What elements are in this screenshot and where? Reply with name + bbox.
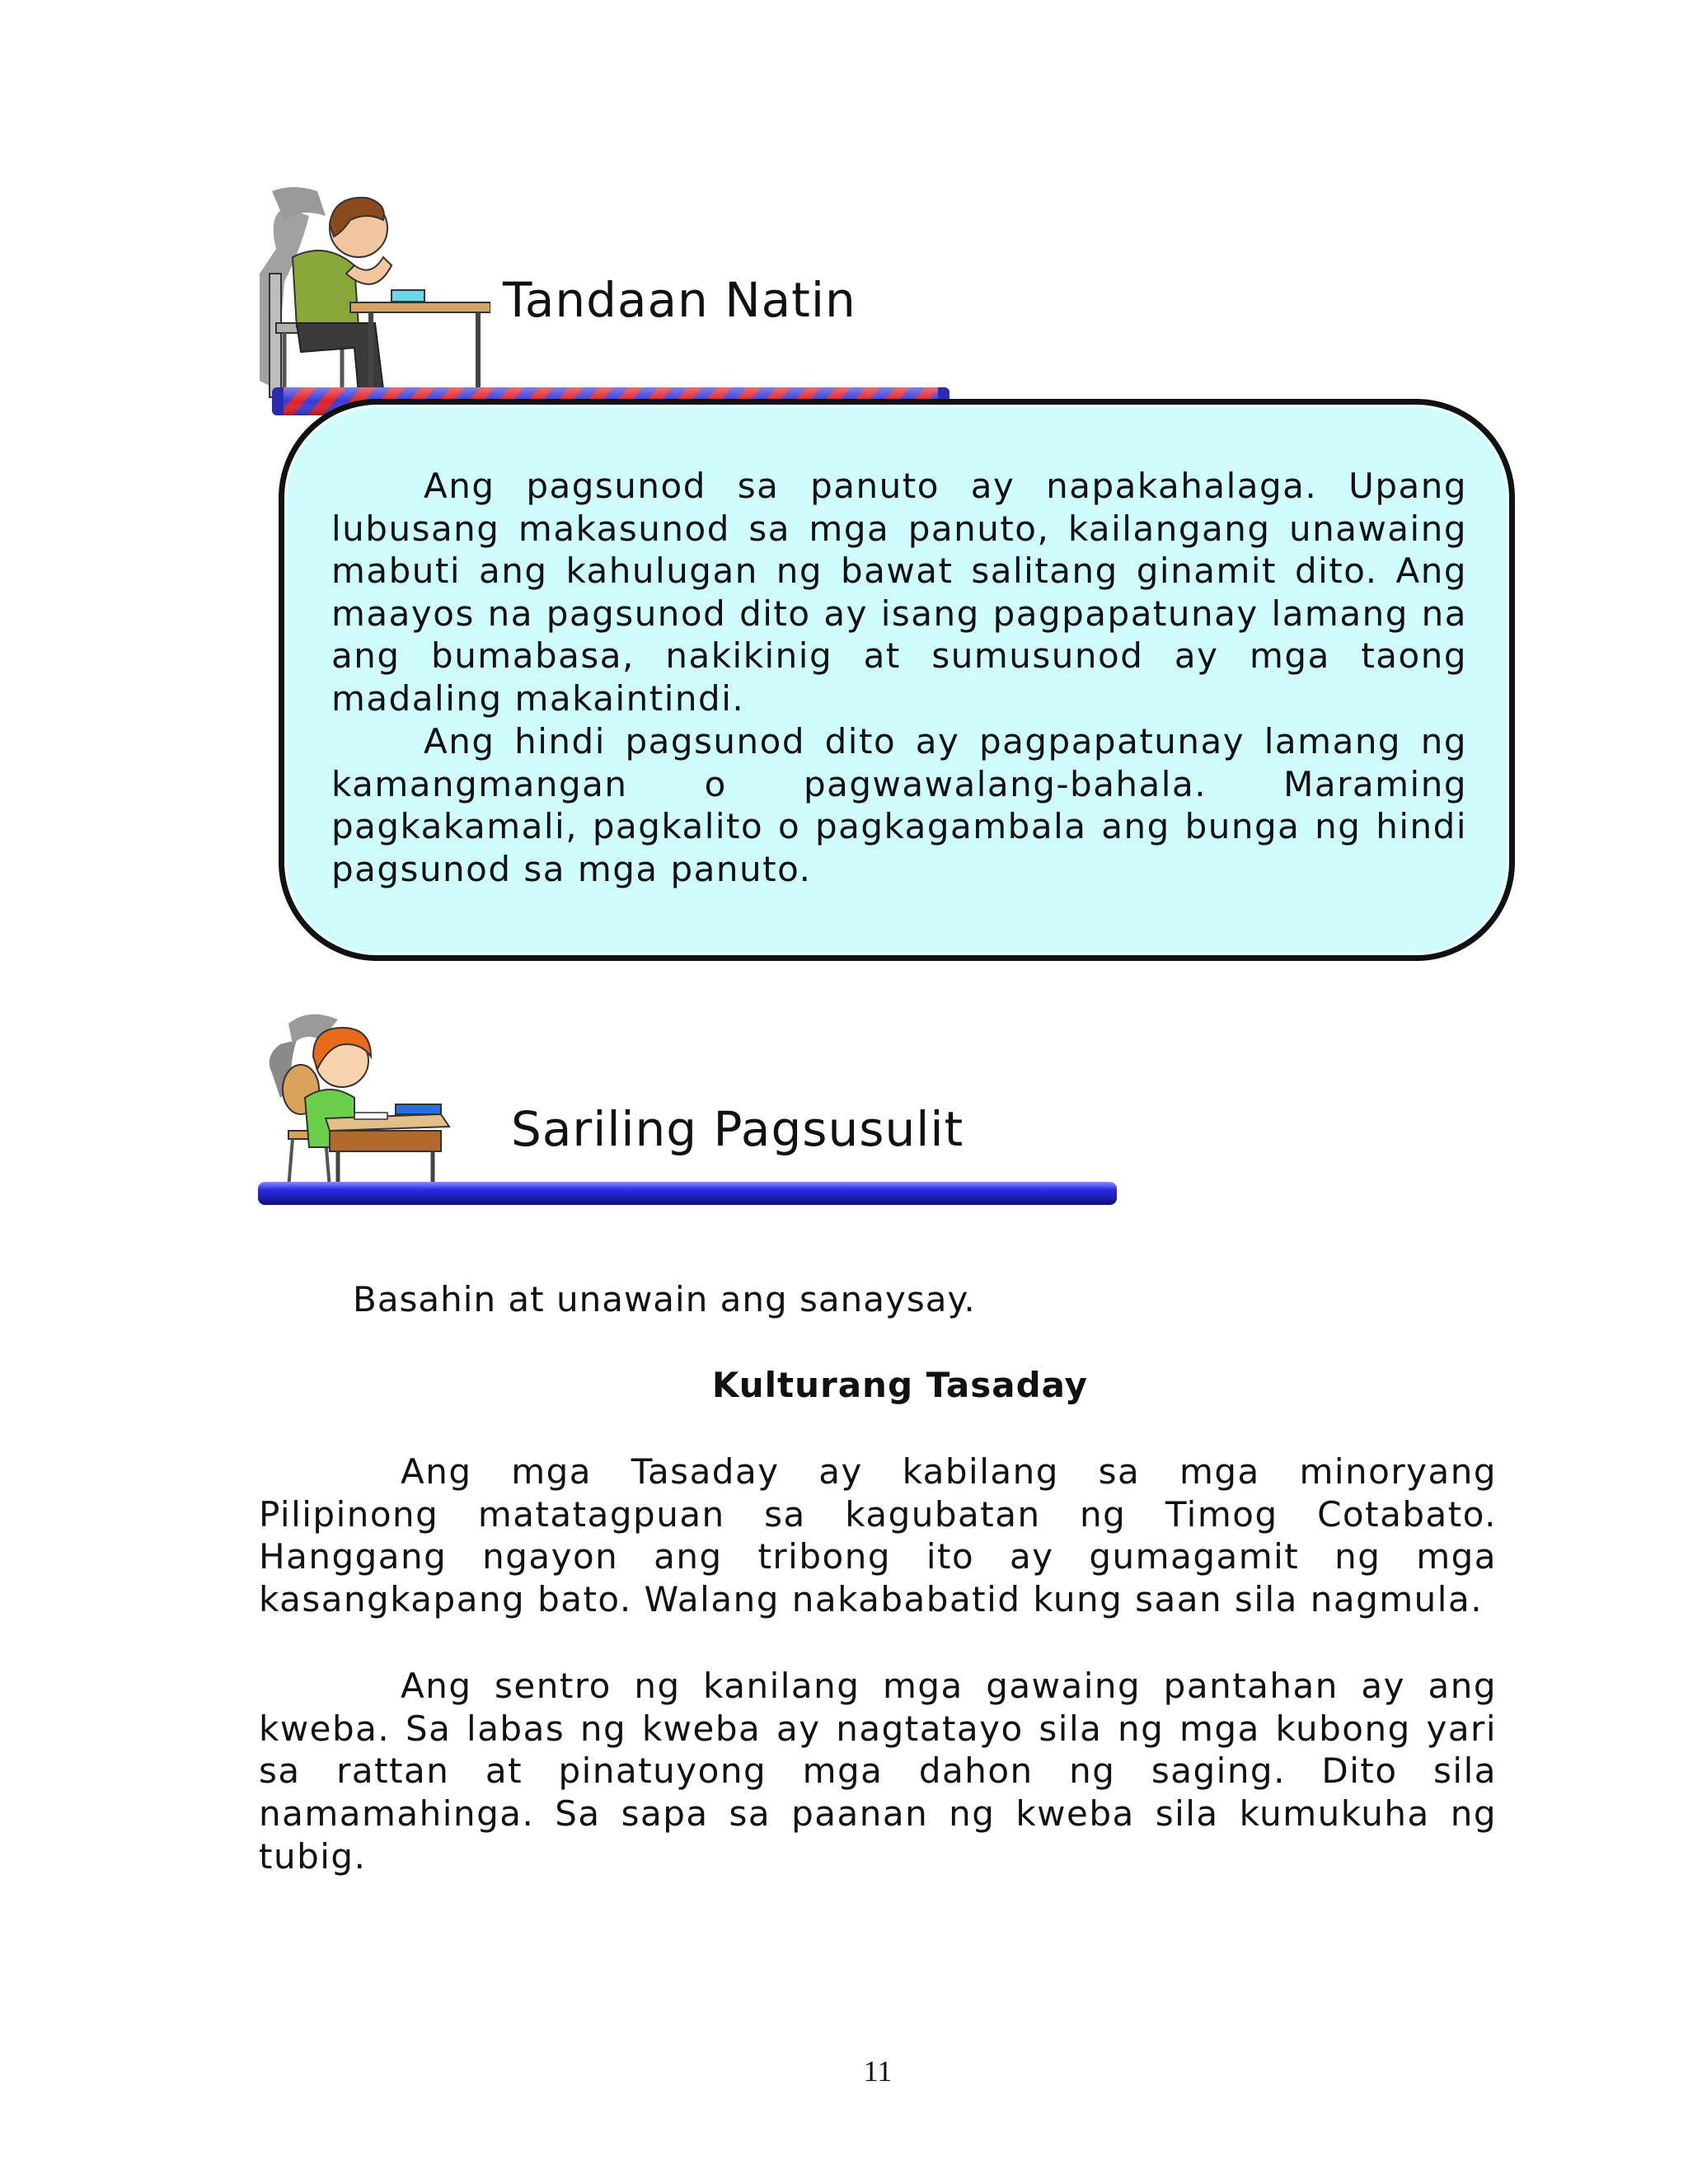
reminder-paragraph: Ang hindi pagsunod dito ay pagpapatunay lamang ng kamangmangan o pagwawalang-bahala. Maraming pagkakamali, pagkalito o pagkagambala ang bunga ng hindi pagsunod sa mga panuto. — [331, 721, 1467, 889]
essay-title: Kulturang Tasaday — [711, 1365, 1089, 1405]
page-number: 11 — [863, 2055, 893, 2088]
section-title-sariling-pagsusulit: Sariling Pagsusulit — [511, 1101, 964, 1157]
essay-paragraph: Ang sentro ng kanilang mga gawaing pantahan ay ang kweba. Sa labas ng kweba ay nagtatayo sila ng mga kubong yari sa rattan at pinatuyong mga dahon ng saging. Dito sila namamahinga. Sa sapa sa paanan ng kweba sila kumukuha ng tubig. — [259, 1666, 1497, 1877]
reminder-paragraph: Ang pagsunod sa panuto ay napakahalaga. Upang lubusang makasunod sa mga panuto, kailangang unawaing mabuti ang kahulugan ng bawat salitang ginamit dito. Ang maayos na pagsunod dito ay isang pagpapatunay lamang na ang bumabasa, nakikinig at sumusunod ay mga taong madaling makaintindi. — [331, 466, 1467, 719]
girl-at-desk-illustration — [264, 1007, 470, 1209]
blue-divider-bar — [258, 1182, 1117, 1205]
section-title-tandaan-natin: Tandaan Natin — [503, 272, 856, 328]
boy-at-desk-illustration — [251, 183, 490, 418]
essay-paragraph: Ang mga Tasaday ay kabilang sa mga minoryang Pilipinong matatagpuan sa kagubatan ng Timog Cotabato. Hanggang ngayon ang tribong ito ay gumagamit ng mga kasangkapang bato. Walang nakababatid kung saan sila nagmula. — [259, 1451, 1497, 1620]
instruction-text: Basahin at unawain ang sanaysay. — [353, 1279, 976, 1319]
